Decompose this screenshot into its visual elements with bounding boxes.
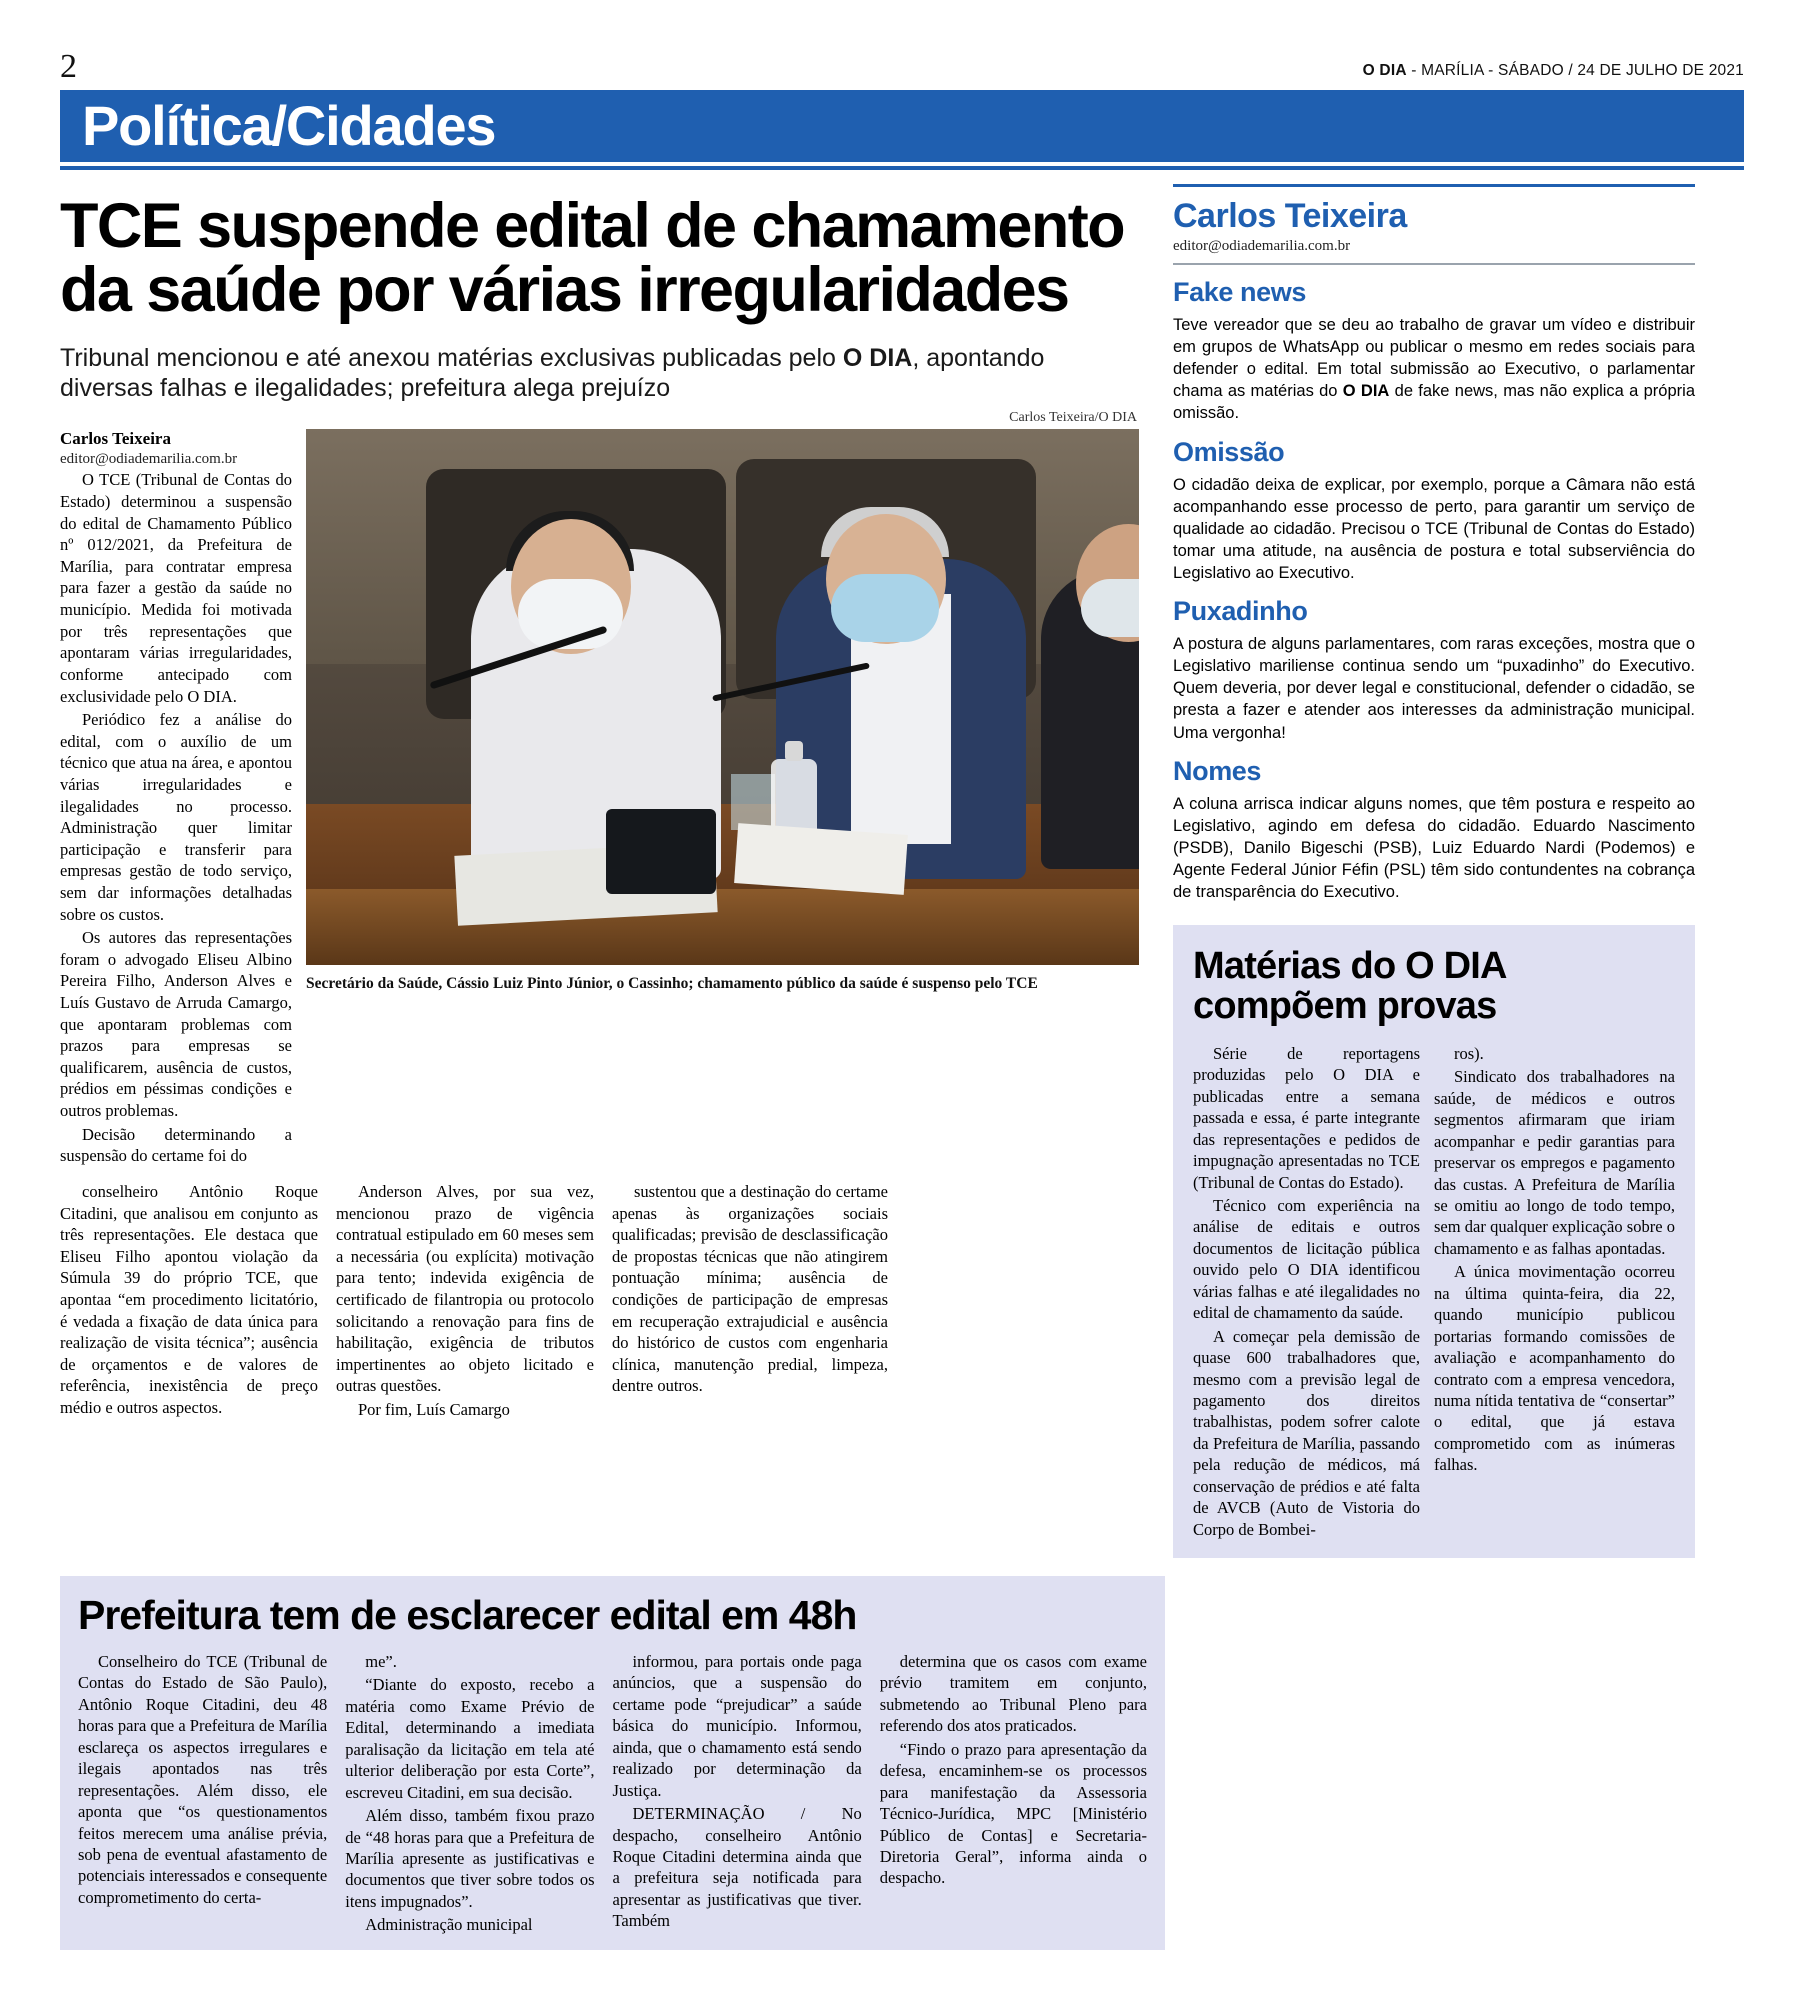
side-box-title: Matérias do O DIA compõem provas bbox=[1193, 945, 1506, 1028]
bottom-box-column-3 bbox=[613, 1651, 880, 1936]
edition-line bbox=[1363, 62, 1744, 84]
opinion-item bbox=[1173, 596, 1695, 744]
columnist-name: Carlos Teixeira bbox=[1173, 197, 1407, 235]
bottom-box bbox=[60, 1576, 1165, 1950]
subhead-brand: O DIA bbox=[842, 343, 913, 372]
paragraph: DETERMINAÇÃO / No despacho, conselheiro Antônio Roque Citadini determina ainda que a prefeitura seja notificada para apresentar as justificativas que tiver. Também bbox=[612, 1804, 862, 1931]
main-story-column bbox=[60, 184, 1165, 1558]
story-column-3 bbox=[336, 1181, 612, 1421]
masthead-name: O DIA bbox=[1362, 62, 1407, 79]
paragraph: Os autores das representações foram o advogado Eliseu Albino Pereira Filho, Anderson Alves e Luís Gustavo de Arruda Camargo, que apontaram problemas com prazos para empresas se qualificarem, ausência de custos, prédios em péssimas condições e outros problemas. bbox=[60, 928, 292, 1121]
paragraph: conselheiro Antônio Roque Citadini, que analisou em conjunto as três representações. Ele destaca que Eliseu Filho apontou violação da Súmula 39 do próprio TCE, que apontaa “em procedimento licitatório, é vedada a fixação de data única para realização de visita técnica”; ausência de orçamentos e de valores de referência, inexistência de preço médio e outros aspectos. bbox=[60, 1181, 318, 1417]
story-photo bbox=[306, 429, 1139, 965]
opinion-text-pre: Teve vereador que se deu ao trabalho de gravar um vídeo e distribuir em grupos de WhatsApp ou publicar o mesmo em redes sociais para defender o edital. Em total submissão ao Executivo, o parlamentar chama as matérias do bbox=[1173, 316, 1695, 401]
paragraph: A única movimentação ocorreu na última quinta-feira, dia 22, quando município publicou portarias formando comissões de avaliação e acompanhamento do contrato com a empresa vencedora, numa nítida tentativa de “consertar” o edital, que já estava comprometido com as inúmeras falhas. bbox=[1434, 1262, 1675, 1475]
side-box bbox=[1173, 925, 1695, 1558]
paragraph: sustentou que a destinação do certame apenas às organizações sociais qualificadas; previsão de desclassificação de propostas técnicas que não atingirem pontuação mínima; ausência de condições de participação de empresas em recuperação extrajudicial e ausência do histórico de custos com engenharia clínica, manutenção predial, limpeza, dentre outros. bbox=[612, 1181, 888, 1396]
paragraph: Técnico com experiência na análise de editais e outros documentos de licitação pública ouvido pelo O DIA identificou várias falhas e até ilegalidades no edital de chamamento da saúde. bbox=[1193, 1196, 1420, 1323]
bottom-box-column-1 bbox=[78, 1651, 345, 1936]
opinion-item-body: O cidadão deixa de explicar, por exemplo, porque a Câmara não está acompanhando esse processo de perto, para garantir um serviço de qualidade ao cidadão. Precisou o TCE (Tribunal de Contas do Estado) tomar uma atitude, na ausência de postura e total subserviência do Legislativo ao Executivo. bbox=[1173, 475, 1695, 582]
opinion-item-body: A coluna arrisca indicar alguns nomes, que têm postura e respeito ao Legislativo, agindo em defesa do cidadão. Eduardo Nascimento (PSDB), Danilo Bigeschi (PSB), Luiz Eduardo Nardi (Podemos) e Agente Federal Júnior Féfin (PSL) têm sido contundentes na cobrança de transparência do Executivo. bbox=[1173, 794, 1695, 902]
photo-caption: Secretário da Saúde, Cássio Luiz Pinto Júnior, o Cassinho; chamamento público da saúde é suspenso pelo TCE bbox=[306, 974, 1038, 992]
opinion-text-post: de fake news, mas não explica a própria omissão. bbox=[1173, 382, 1695, 423]
paragraph: “Diante do exposto, recebo a matéria como Exame Prévio de Edital, determinando a imediata paralisação da licitação em tela até ulterior deliberação por esta Corte”, escreveu Citadini, em sua decisão. bbox=[345, 1675, 595, 1802]
paragraph: Sindicato dos trabalhadores na saúde, de médicos e outros segmentos afirmaram que iriam acompanhar e pedir garantias para preservar os empregos e pagamento das custas. A Prefeitura de Marília se omitiu ao longo de todo tempo, sem dar qualquer explicação sobre o chamamento e as falhas apontadas. bbox=[1434, 1067, 1675, 1258]
bottom-box-column-2 bbox=[345, 1651, 612, 1936]
side-box-column-2 bbox=[1434, 1043, 1675, 1540]
byline bbox=[60, 428, 292, 470]
paragraph: “Findo o prazo para apresentação da defesa, encaminhem-se os processos para manifestação da Assessoria Técnico-Jurídica, MPC [Ministério Público de Contas] e Secretaria-Diretoria Geral”, informa ainda o despacho. bbox=[879, 1739, 1147, 1888]
opinion-item-body: A postura de alguns parlamentares, com raras exceções, mostra que o Legislativo mariliense continua sendo um “puxadinho” do Executivo. Quem deveria, por dever legal e constitucional, defender o cidadão, se presta a fazer e atender aos interesses da administração municipal. Uma vergonha! bbox=[1173, 635, 1695, 742]
subhead-part-2: , apontando diversas falhas e ilegalidades; prefeitura alega prejuízo bbox=[60, 343, 1045, 402]
opinion-column bbox=[1165, 184, 1695, 1558]
paragraph: determina que os casos com exame prévio tramitem em conjunto, submetendo ao Tribunal Pleno para referendo dos atos praticados. bbox=[879, 1652, 1147, 1736]
paragraph: Periódico fez a análise do edital, com o auxílio de um técnico que atua na área, e apontou várias irregularidades e ilegalidades no processo. Administração quer limitar participação e transferir para empresas gestão de todo serviço, sem dar informações detalhadas sobre os custos. bbox=[60, 710, 292, 924]
story-top-row bbox=[60, 410, 1139, 1167]
opinion-text-bold: O DIA bbox=[1342, 382, 1390, 401]
opinion-top-rule bbox=[1173, 184, 1695, 187]
page-title: TCE suspende edital de chamamento da saúde por várias irregularidades bbox=[60, 191, 1124, 326]
story-continuation bbox=[60, 1181, 1139, 1421]
side-box-columns bbox=[1193, 1043, 1675, 1540]
subhead-part-1: Tribunal mencionou e até anexou matérias exclusivas publicadas pelo bbox=[60, 343, 843, 372]
opinion-item-title: Omissão bbox=[1173, 436, 1285, 467]
byline-author: Carlos Teixeira bbox=[60, 428, 171, 448]
paragraph: A começar pela demissão de quase 600 trabalhadores que, mesmo com a previsão legal de pagamento dos direitos trabalhistas, podem sofrer calote da Prefeitura de Marília, passando pela redução de médicos, má conservação de prédios e até falta de AVCB (Auto de Vistoria do Corpo de Bombei- bbox=[1193, 1326, 1420, 1539]
opinion-item-title: Puxadinho bbox=[1173, 596, 1308, 627]
paragraph: O TCE (Tribunal de Contas do Estado) determinou a suspensão do edital de Chamamento Público nº 012/2021, da Prefeitura de Marília, para contratar empresa para fazer a gestão da saúde no município. Medida foi motivada por três representações que apontaram várias irregularidades, conforme antecipado com exclusividade pelo O DIA. bbox=[60, 470, 292, 706]
paragraph: Administração municipal bbox=[365, 1915, 533, 1935]
paragraph: Conselheiro do TCE (Tribunal de Contas do Estado de São Paulo), Antônio Roque Citadini, deu 48 horas para que a Prefeitura de Marília esclareça os aspectos irregulares e ilegais apontados nas três representações. Além disso, ele aponta que “os questionamentos feitos merecem uma análise prévia, sob pena de eventual afastamento de potenciais interessados e consequente comprometimento do certa- bbox=[78, 1652, 328, 1907]
page-topline bbox=[60, 40, 1744, 84]
story-column-4 bbox=[612, 1181, 888, 1421]
photo-credit: Carlos Teixeira/O DIA bbox=[1009, 409, 1137, 425]
opinion-item-title: Nomes bbox=[1173, 755, 1262, 786]
story-subhead bbox=[60, 343, 1139, 404]
paragraph: Série de reportagens produzidas pelo O DIA e publicadas entre a semana passada e essa, é parte integrante das representações e pedidos de impugnação apresentadas no TCE (Tribunal de Contas do Estado). bbox=[1193, 1043, 1420, 1192]
opinion-divider bbox=[1173, 263, 1695, 265]
section-rule bbox=[60, 166, 1744, 170]
paragraph: Anderson Alves, por sua vez, mencionou prazo de vigência contratual estipulado em 60 meses sem a necessária (ou explícita) motivação para tento; indevida exigência de certificado de filantropia ou protocolo solicitando a renovação para fins de habilitação, exigência de tributos impertinentes ao objeto licitado e outras questões. bbox=[336, 1181, 594, 1396]
paragraph: Por fim, Luís Camargo bbox=[358, 1400, 510, 1419]
section-banner bbox=[60, 90, 1744, 162]
opinion-item-title: Fake news bbox=[1173, 277, 1306, 307]
opinion-item-body bbox=[1173, 314, 1695, 425]
paragraph: Decisão determinando a suspensão do certame foi do bbox=[60, 1124, 292, 1166]
opinion-item bbox=[1173, 437, 1695, 585]
byline-email: editor@odiademarilia.com.br bbox=[60, 450, 238, 467]
paragraph: ros). bbox=[1454, 1043, 1484, 1063]
opinion-item bbox=[1173, 756, 1695, 904]
paragraph: me”. bbox=[365, 1652, 397, 1672]
story-column-1 bbox=[60, 410, 306, 1167]
story-column-2 bbox=[60, 1181, 336, 1421]
story-photo-block bbox=[306, 410, 1139, 1167]
side-box-column-1 bbox=[1193, 1043, 1434, 1540]
edition-date: - MARÍLIA - SÁBADO / 24 DE JULHO DE 2021 bbox=[1411, 62, 1744, 79]
opinion-item bbox=[1173, 277, 1695, 425]
paragraph: informou, para portais onde paga anúncios, que a suspensão do certame pode “prejudicar” a saúde básica do município. Informou, ainda, que o chamamento está sendo realizado por determinação da Justiça. bbox=[612, 1652, 862, 1800]
page-body bbox=[60, 184, 1744, 1558]
paragraph: Além disso, também fixou prazo de “48 horas para que a Prefeitura de Marília apresente as justificativas e documentos que tiver sobre todos os itens impugnados”. bbox=[345, 1806, 595, 1911]
columnist-email: editor@odiademarilia.com.br bbox=[1173, 238, 1351, 254]
bottom-box-column-4 bbox=[880, 1651, 1147, 1936]
bottom-box-title: Prefeitura tem de esclarecer edital em 48h bbox=[78, 1592, 857, 1639]
section-title: Política/Cidades bbox=[82, 94, 496, 157]
page-number: 2 bbox=[60, 48, 77, 85]
bottom-box-columns bbox=[78, 1651, 1147, 1936]
